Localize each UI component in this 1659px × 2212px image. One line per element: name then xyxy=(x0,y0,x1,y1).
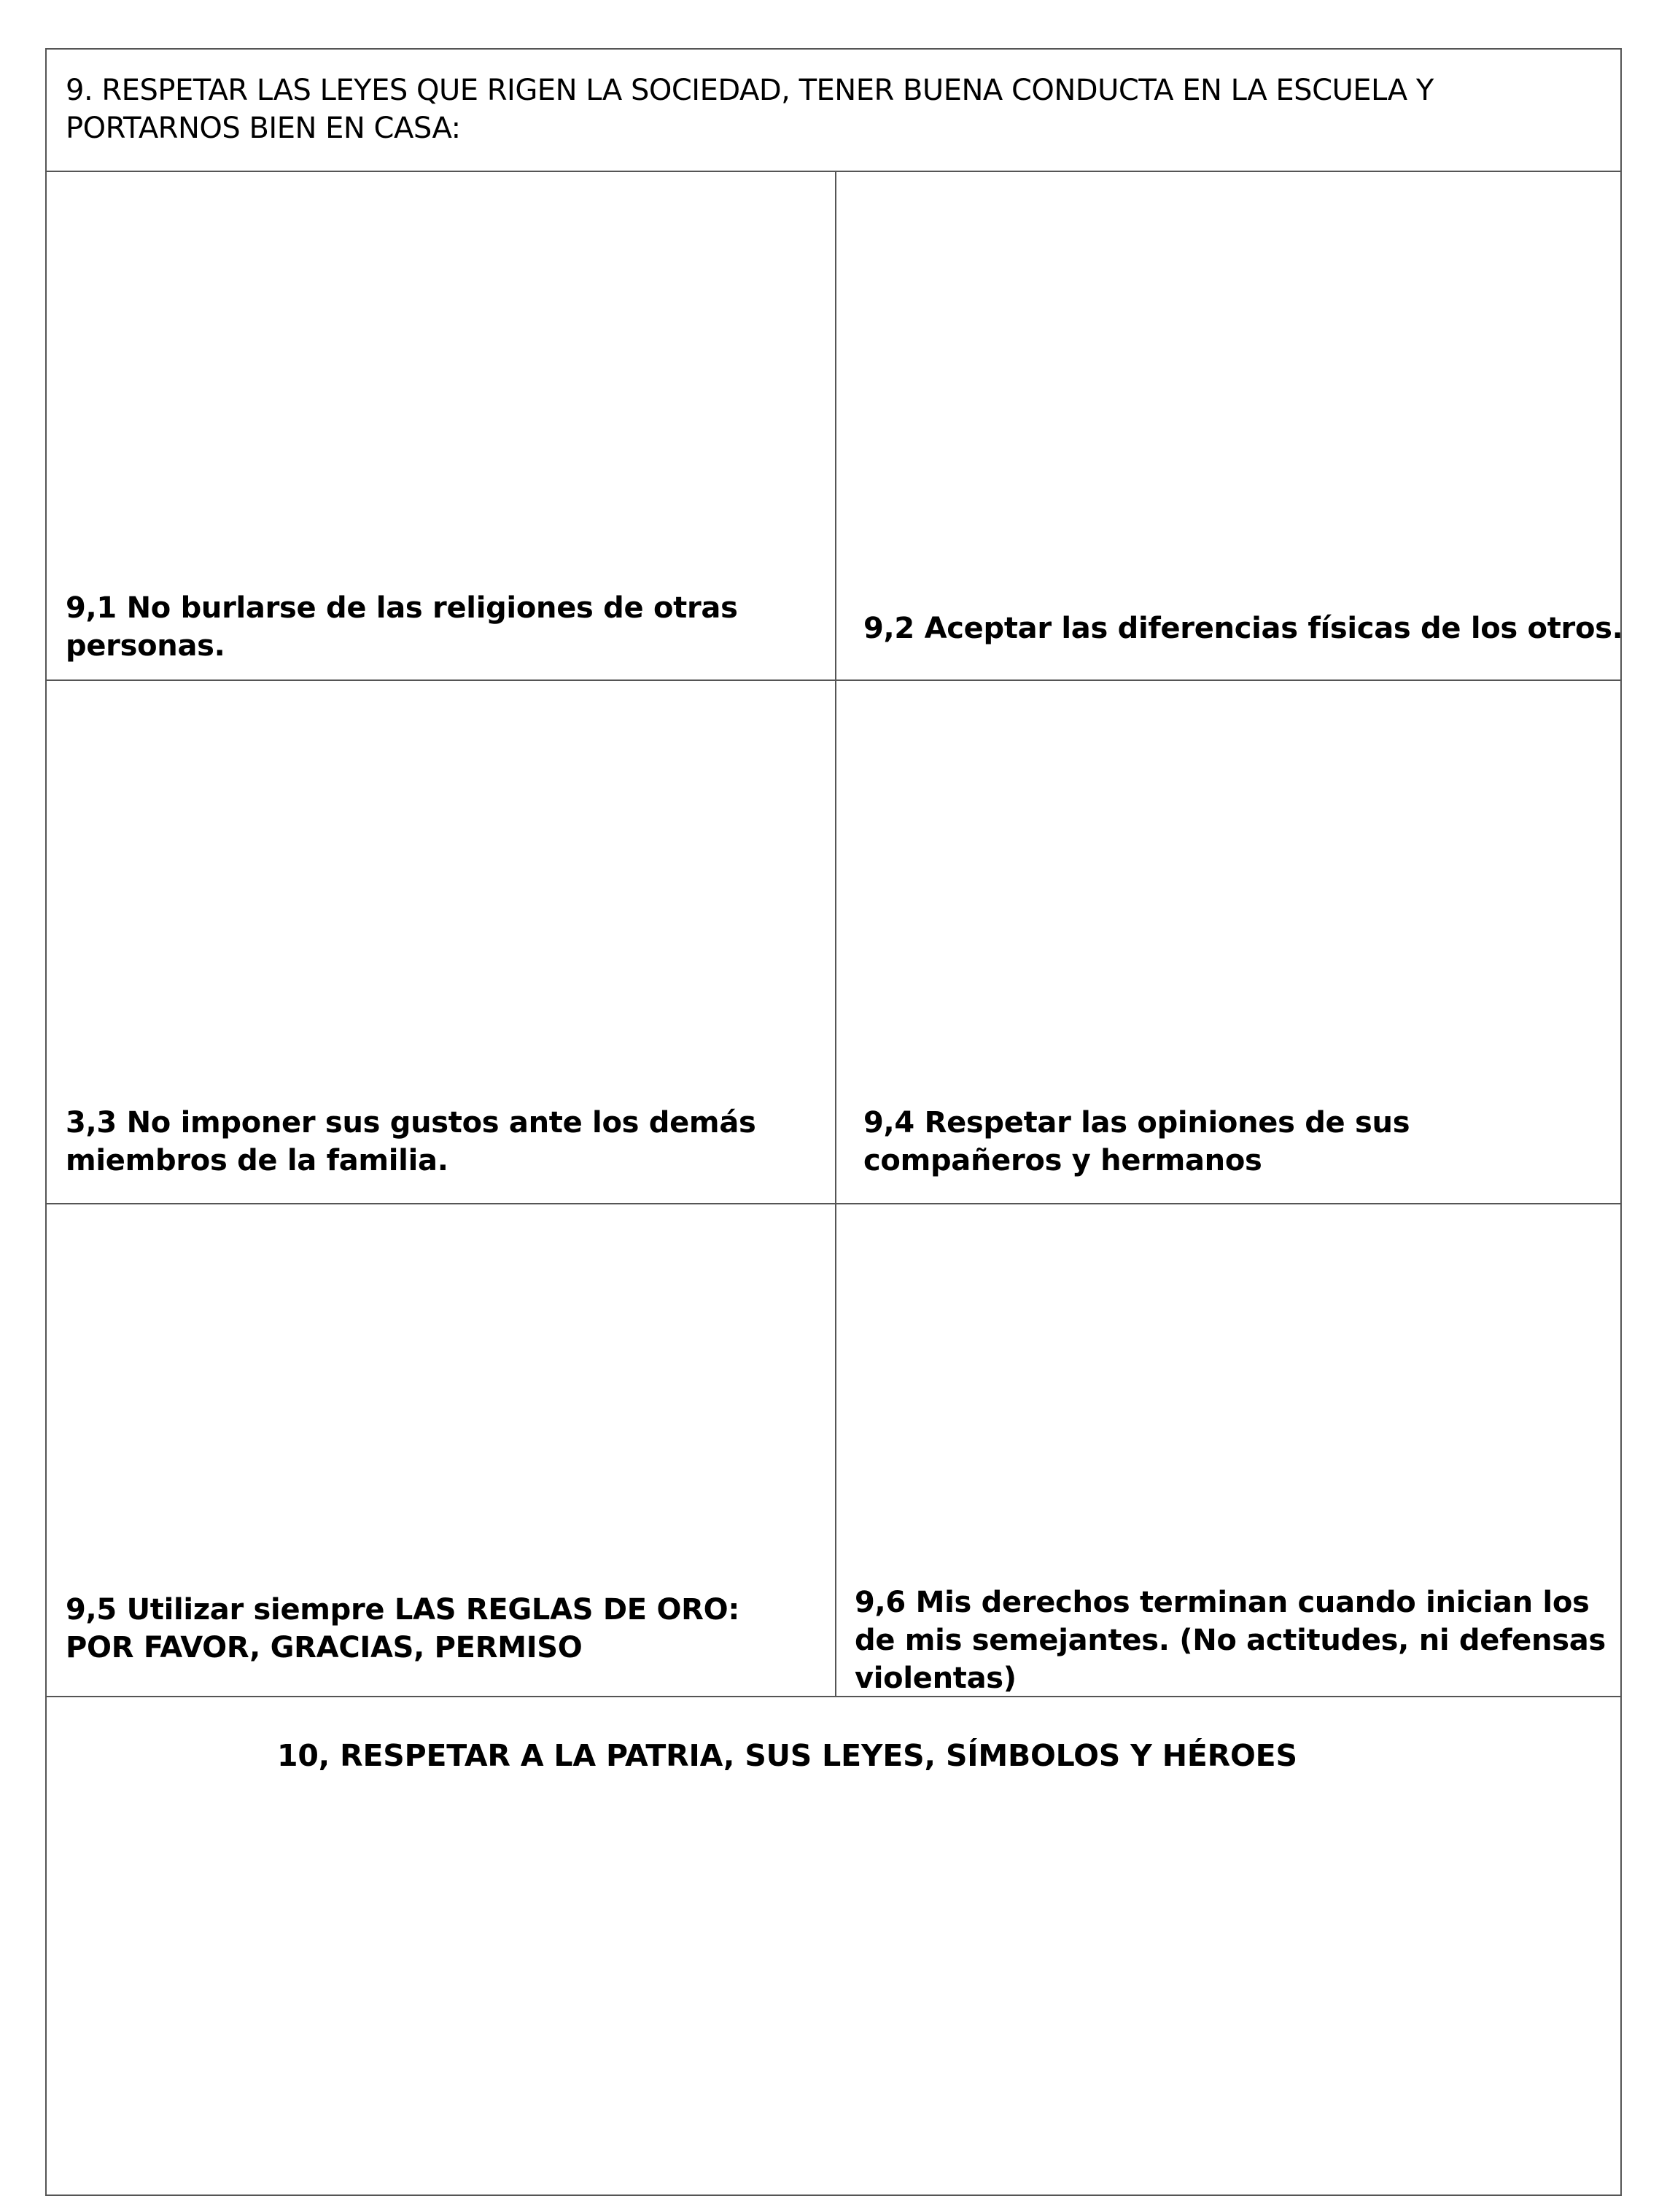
caption-9-4: 9,4 Respetar las opiniones de sus compañeros y hermanos xyxy=(863,1106,1410,1177)
caption-9-6: 9,6 Mis derechos terminan cuando inician los de mis semejantes. (No actitudes, ni defensas violentas) xyxy=(855,1586,1606,1695)
caption-9-5: 9,5 Utilizar siempre LAS REGLAS DE ORO: POR FAVOR, GRACIAS, PERMISO xyxy=(66,1593,740,1664)
caption-9-2: 9,2 Aceptar las diferencias físicas de los otros. xyxy=(863,612,1623,645)
section-9-heading: 9. RESPETAR LAS LEYES QUE RIGEN LA SOCIEDAD, TENER BUENA CONDUCTA EN LA ESCUELA Y PORTARNOS BIEN EN CASA: xyxy=(66,74,1434,145)
caption-3-3: 3,3 No imponer sus gustos ante los demás miembros de la familia. xyxy=(66,1106,756,1177)
drawing-area-9-1[interactable] xyxy=(47,172,834,580)
drawing-area-10[interactable] xyxy=(47,1786,1620,2195)
caption-9-1: 9,1 No burlarse de las religiones de otras personas. xyxy=(66,591,738,663)
drawing-area-9-4[interactable] xyxy=(836,681,1620,1097)
drawing-area-9-5[interactable] xyxy=(47,1204,834,1584)
drawing-area-9-2[interactable] xyxy=(836,172,1620,602)
drawing-area-3-3[interactable] xyxy=(47,681,834,1097)
drawing-area-9-6[interactable] xyxy=(836,1204,1620,1584)
section-10-heading: 10, RESPETAR A LA PATRIA, SUS LEYES, SÍMBOLOS Y HÉROES xyxy=(277,1738,1297,1773)
